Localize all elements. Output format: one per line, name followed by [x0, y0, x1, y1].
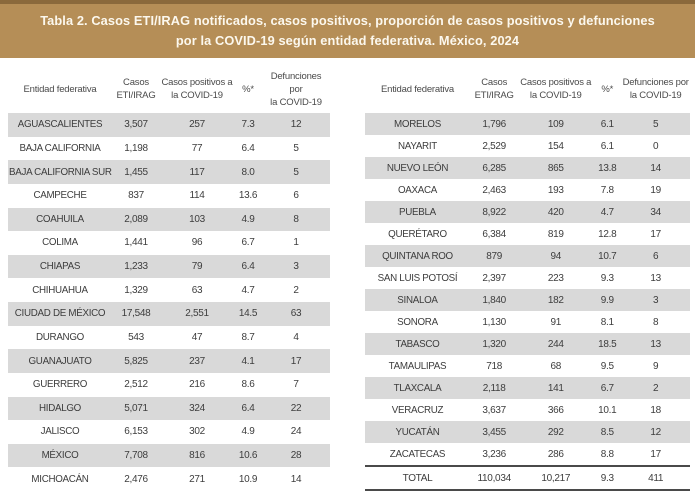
column-header: Entidad federativa [380, 83, 454, 95]
entity-cell: SONORA [397, 316, 438, 328]
table-header-right [365, 65, 690, 113]
value-cell: 1,455 [124, 166, 148, 178]
entity-cell: NUEVO LEÓN [386, 162, 449, 174]
entity-cell: MORELOS [394, 118, 441, 130]
value-cell: 718 [486, 360, 503, 372]
value-cell: 103 [189, 213, 205, 225]
value-cell: 1,320 [482, 338, 506, 350]
table-row [365, 421, 690, 443]
entity-cell: MICHOACÁN [31, 473, 89, 485]
value-cell: 4.7 [241, 284, 255, 296]
value-cell: 9.3 [600, 472, 614, 484]
entity-cell: CHIAPAS [39, 261, 81, 273]
value-cell: 4.9 [241, 213, 255, 225]
table-row [8, 184, 330, 208]
value-cell: 2,397 [482, 272, 506, 284]
value-cell: 114 [189, 190, 205, 202]
value-cell: 17 [650, 448, 661, 460]
value-cell: 837 [128, 190, 144, 202]
table-row [365, 113, 690, 135]
column-header: Casos positivos a la COVID-19 [520, 77, 592, 101]
table-row [8, 467, 330, 491]
value-cell: 13 [650, 338, 661, 350]
column-header: Defunciones por la COVID-19 [622, 77, 689, 101]
table-row [365, 355, 690, 377]
value-cell: 8.5 [600, 426, 614, 438]
value-cell: 1,198 [124, 142, 148, 154]
column-header: Defunciones por la COVID-19 [270, 70, 322, 108]
value-cell: 1,840 [482, 294, 506, 306]
value-cell: 8.8 [600, 448, 614, 460]
table-row [8, 326, 330, 350]
value-cell: 7.8 [600, 184, 614, 196]
total-row [365, 466, 690, 490]
value-cell: 8.6 [241, 379, 255, 391]
value-cell: 13 [650, 272, 661, 284]
value-cell: 94 [550, 250, 562, 262]
entity-cell: TOTAL [402, 472, 433, 484]
table-row [365, 157, 690, 179]
entity-cell: VERACRUZ [391, 404, 444, 416]
header-row [8, 65, 330, 113]
entity-cell: SINALOA [397, 294, 438, 306]
value-cell: 47 [191, 331, 203, 343]
value-cell: 110,034 [477, 472, 511, 484]
value-cell: 10.6 [238, 450, 258, 462]
value-cell: 14.5 [238, 308, 258, 320]
value-cell: 6.1 [600, 140, 614, 152]
value-cell: 3,236 [482, 448, 506, 460]
value-cell: 420 [547, 206, 564, 218]
value-cell: 6,384 [482, 228, 506, 240]
entity-cell: PUEBLA [399, 206, 436, 218]
entity-cell: HIDALGO [39, 402, 81, 414]
value-cell: 14 [650, 162, 661, 174]
table-title-band [0, 0, 695, 58]
table-row [365, 289, 690, 311]
entity-cell: JALISCO [40, 426, 80, 438]
value-cell: 17 [650, 228, 661, 240]
value-cell: 257 [189, 119, 205, 131]
value-cell: 79 [191, 261, 203, 273]
table-row [365, 311, 690, 333]
column-header: Casos ETI/IRAG [116, 77, 156, 101]
table-row [8, 137, 330, 161]
value-cell: 4.7 [600, 206, 614, 218]
table-row [8, 278, 330, 302]
table-row [8, 160, 330, 184]
table-row [8, 420, 330, 444]
value-cell: 8.0 [241, 166, 255, 178]
value-cell: 3 [653, 294, 659, 306]
value-cell: 10.9 [238, 473, 258, 485]
table-row [365, 245, 690, 267]
value-cell: 10.1 [598, 404, 617, 416]
value-cell: 6.4 [241, 261, 255, 273]
value-cell: 3,455 [482, 426, 506, 438]
table-row [8, 208, 330, 232]
table-row [8, 255, 330, 279]
value-cell: 6.4 [241, 142, 255, 154]
value-cell: 223 [547, 272, 564, 284]
table-row [8, 231, 330, 255]
table-row [8, 397, 330, 421]
table-row [365, 201, 690, 223]
entity-cell: QUERÉTARO [388, 228, 447, 240]
value-cell: 6.1 [600, 118, 614, 130]
value-cell: 8.1 [600, 316, 614, 328]
column-header: Casos ETI/IRAG [474, 77, 514, 101]
value-cell: 3,637 [482, 404, 506, 416]
value-cell: 9 [653, 360, 659, 372]
value-cell: 8 [293, 213, 299, 225]
value-cell: 5,825 [124, 355, 148, 367]
value-cell: 4 [293, 331, 299, 343]
column-header: %* [242, 83, 254, 95]
value-cell: 91 [550, 316, 562, 328]
value-cell: 18.5 [598, 338, 617, 350]
value-cell: 8.7 [241, 331, 255, 343]
header-row [365, 65, 690, 113]
entity-cell: QUINTANA ROO [382, 250, 453, 262]
value-cell: 292 [547, 426, 564, 438]
entity-cell: BAJA CALIFORNIA SUR [9, 166, 112, 178]
value-cell: 77 [191, 142, 203, 154]
value-cell: 2,089 [124, 213, 148, 225]
value-cell: 2,551 [185, 308, 209, 320]
value-cell: 7,708 [124, 450, 148, 462]
table-body-left [8, 113, 330, 491]
value-cell: 1,329 [124, 284, 148, 296]
value-cell: 1,130 [482, 316, 506, 328]
entity-cell: TABASCO [395, 338, 440, 350]
value-cell: 10,217 [541, 472, 571, 484]
value-cell: 154 [547, 140, 564, 152]
value-cell: 302 [189, 426, 205, 438]
entity-cell: COLIMA [42, 237, 78, 249]
value-cell: 13.6 [238, 190, 258, 202]
value-cell: 1,233 [124, 261, 148, 273]
value-cell: 68 [550, 360, 562, 372]
entity-cell: CIUDAD DE MÉXICO [14, 308, 106, 320]
table-row [365, 399, 690, 421]
table-row [8, 373, 330, 397]
entity-cell: OAXACA [397, 184, 437, 196]
value-cell: 109 [547, 118, 564, 130]
value-cell: 2,463 [482, 184, 506, 196]
value-cell: 366 [547, 404, 564, 416]
value-cell: 63 [191, 284, 203, 296]
value-cell: 2 [293, 284, 299, 296]
column-header: Casos positivos a la COVID-19 [161, 77, 233, 101]
value-cell: 819 [547, 228, 564, 240]
value-cell: 1 [293, 237, 299, 249]
value-cell: 286 [547, 448, 564, 460]
entity-cell: COAHUILA [36, 213, 84, 225]
table-title-line-2: por la COVID-19 según entidad federativa. México, 2024 [175, 33, 520, 48]
value-cell: 141 [547, 382, 564, 394]
cases-table-right [365, 65, 690, 491]
value-cell: 24 [290, 426, 302, 438]
table-row [8, 349, 330, 373]
value-cell: 17,548 [121, 308, 151, 320]
value-cell: 4.1 [241, 355, 255, 367]
table-row [365, 135, 690, 157]
value-cell: 0 [653, 140, 659, 152]
value-cell: 865 [547, 162, 564, 174]
value-cell: 63 [290, 308, 302, 320]
table-row [365, 223, 690, 245]
table-title-line-1: Tabla 2. Casos ETI/IRAG notificados, casos positivos, proporción de casos positivos y defunciones [40, 13, 655, 28]
table-body-right [365, 113, 690, 490]
value-cell: 12.8 [598, 228, 617, 240]
value-cell: 9.5 [600, 360, 614, 372]
entity-cell: ZACATECAS [389, 448, 446, 460]
column-header: Entidad federativa [23, 83, 97, 95]
entity-cell: YUCATÁN [395, 426, 440, 438]
value-cell: 2,118 [482, 382, 506, 394]
value-cell: 3 [293, 261, 299, 273]
value-cell: 9.9 [600, 294, 614, 306]
value-cell: 12 [290, 119, 302, 131]
column-header: %* [601, 83, 614, 95]
value-cell: 4.9 [241, 426, 255, 438]
value-cell: 2,512 [124, 379, 148, 391]
entity-cell: TLAXCALA [393, 382, 442, 394]
value-cell: 6 [653, 250, 659, 262]
value-cell: 216 [189, 379, 205, 391]
value-cell: 28 [290, 450, 302, 462]
entity-cell: DURANGO [36, 331, 84, 343]
entity-cell: CHIHUAHUA [32, 284, 88, 296]
value-cell: 6.4 [241, 402, 255, 414]
entity-cell: BAJA CALIFORNIA [19, 142, 101, 154]
entity-cell: NAYARIT [398, 140, 437, 152]
value-cell: 244 [547, 338, 564, 350]
value-cell: 1,441 [124, 237, 148, 249]
value-cell: 34 [650, 206, 661, 218]
value-cell: 7.3 [241, 119, 255, 131]
value-cell: 8 [653, 316, 659, 328]
value-cell: 879 [486, 250, 503, 262]
value-cell: 237 [189, 355, 205, 367]
entity-cell: TAMAULIPAS [388, 360, 447, 372]
value-cell: 324 [189, 402, 205, 414]
value-cell: 2 [653, 382, 659, 394]
value-cell: 17 [290, 355, 302, 367]
value-cell: 6,153 [124, 426, 148, 438]
value-cell: 2,476 [124, 473, 148, 485]
table-row [365, 267, 690, 289]
table-row [8, 302, 330, 326]
value-cell: 18 [650, 404, 661, 416]
value-cell: 816 [189, 450, 205, 462]
value-cell: 5 [293, 166, 299, 178]
value-cell: 6,285 [482, 162, 506, 174]
value-cell: 3,507 [124, 119, 148, 131]
entity-cell: GUERRERO [32, 379, 88, 391]
table-row [8, 444, 330, 468]
value-cell: 19 [650, 184, 661, 196]
value-cell: 22 [290, 402, 302, 414]
value-cell: 182 [547, 294, 564, 306]
value-cell: 6 [293, 190, 299, 202]
value-cell: 193 [547, 184, 564, 196]
table-header-left [8, 65, 330, 113]
value-cell: 1,796 [482, 118, 506, 130]
value-cell: 5 [653, 118, 659, 130]
cases-table-left [8, 65, 330, 491]
entity-cell: GUANAJUATO [28, 355, 92, 367]
value-cell: 2,529 [482, 140, 506, 152]
entity-cell: SAN LUIS POTOSÍ [377, 272, 458, 284]
value-cell: 8,922 [482, 206, 506, 218]
value-cell: 543 [128, 331, 144, 343]
value-cell: 5,071 [124, 402, 148, 414]
value-cell: 12 [650, 426, 661, 438]
value-cell: 6.7 [600, 382, 614, 394]
table-row [8, 113, 330, 137]
value-cell: 96 [191, 237, 203, 249]
table-row [365, 377, 690, 399]
value-cell: 6.7 [241, 237, 255, 249]
table-row [365, 333, 690, 355]
value-cell: 411 [648, 472, 664, 484]
value-cell: 13.8 [598, 162, 617, 174]
value-cell: 9.3 [600, 272, 614, 284]
entity-cell: AGUASCALIENTES [17, 119, 103, 131]
table-row [365, 443, 690, 466]
value-cell: 10.7 [598, 250, 617, 262]
value-cell: 5 [293, 142, 299, 154]
table-row [365, 179, 690, 201]
entity-cell: MÉXICO [41, 450, 79, 462]
value-cell: 117 [189, 166, 205, 178]
value-cell: 271 [189, 473, 205, 485]
value-cell: 14 [290, 473, 302, 485]
entity-cell: CAMPECHE [33, 190, 87, 202]
tables-container [0, 58, 695, 491]
value-cell: 7 [293, 379, 299, 391]
